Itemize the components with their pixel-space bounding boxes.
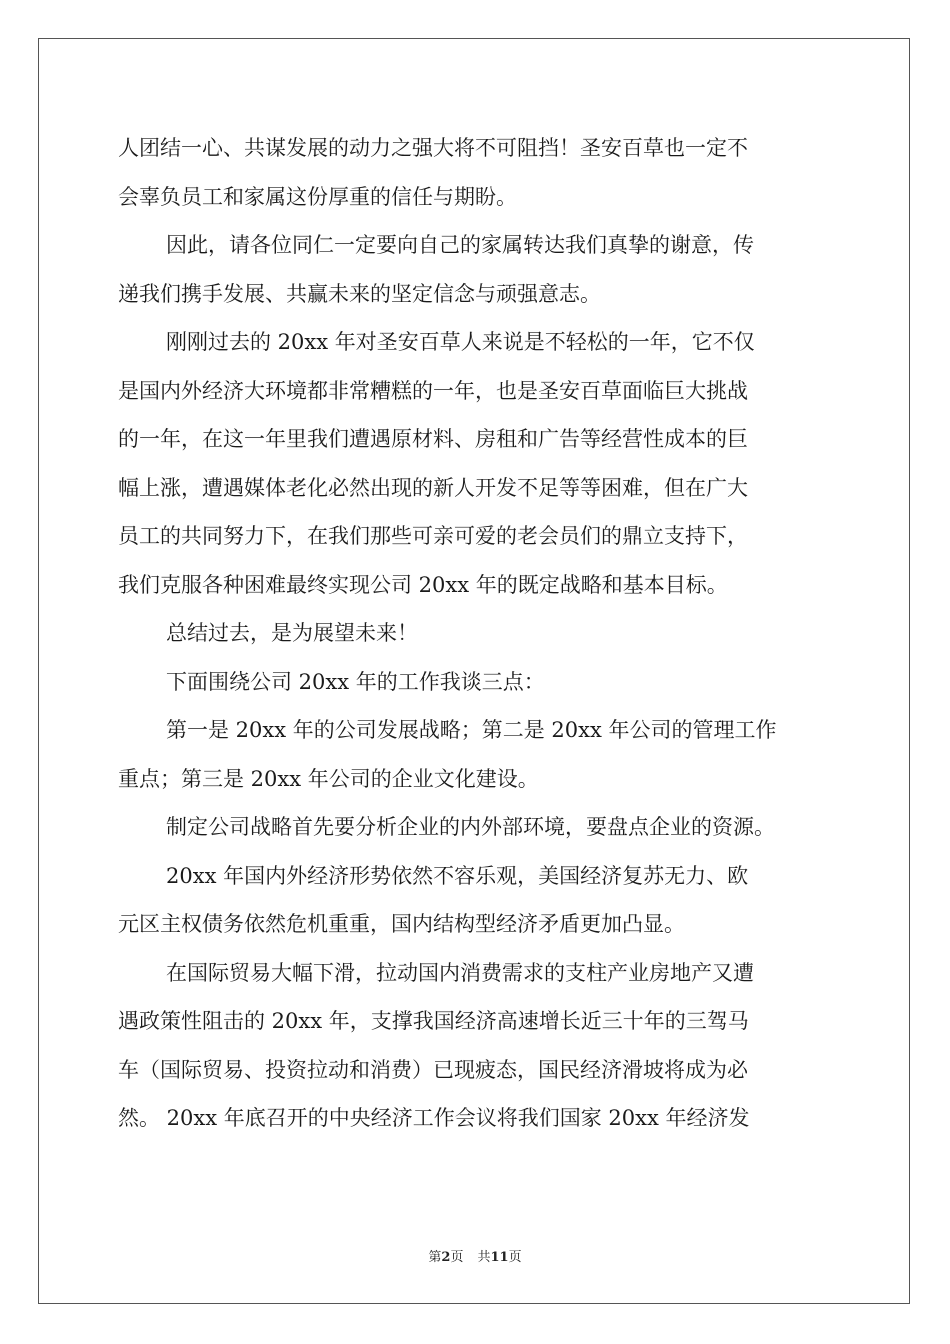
text-line: 是国内外经济大环境都非常糟糕的一年，也是圣安百草面临巨大挑战 — [118, 378, 748, 403]
text-line: 我们克服各种困难最终实现公司 20xx 年的既定战略和基本目标。 — [118, 572, 728, 597]
text-line: 遇政策性阻击的 20xx 年，支撑我国经济高速增长近三十年的三驾马 — [118, 1009, 749, 1033]
text-line: 制定公司战略首先要分析企业的内外部环境，要盘点企业的资源。 — [166, 815, 775, 839]
text-line: 元区主权债务依然危机重重，国内结构型经济矛盾更加凸显。 — [118, 912, 685, 936]
total-suffix: 页 — [508, 1250, 522, 1265]
text-line: 人团结一心、共谋发展的动力之强大将不可阻挡！圣安百草也一定不 — [118, 136, 748, 160]
page-footer — [0, 1246, 950, 1265]
text-line: 20xx 年国内外经济形势依然不容乐观，美国经济复苏无力、欧 — [166, 863, 749, 888]
text-line: 然。 20xx 年底召开的中央经济工作会议将我们国家 20xx 年经济发 — [118, 1106, 750, 1130]
text-line: 总结过去，是为展望未来！ — [166, 621, 418, 645]
text-line: 车（国际贸易、投资拉动和消费）已现疲态，国民经济滑坡将成为必 — [118, 1057, 748, 1082]
text-line: 因此，请各位同仁一定要向自己的家属转达我们真挚的谢意，传 — [166, 233, 754, 257]
text-line: 的一年，在这一年里我们遭遇原材料、房租和广告等经营性成本的巨 — [118, 427, 748, 451]
document-body — [118, 124, 838, 1143]
text-line: 重点；第三是 20xx 年公司的企业文化建设。 — [118, 766, 539, 791]
text-line: 递我们携手发展、共赢未来的坚定信念与顽强意志。 — [118, 281, 601, 306]
total-prefix: 共 — [477, 1250, 491, 1265]
text-line: 在国际贸易大幅下滑，拉动国内消费需求的支柱产业房地产又遭 — [166, 960, 754, 985]
page-prefix: 第 — [428, 1250, 442, 1265]
page-current: 2 — [441, 1250, 451, 1265]
text-line: 下面围绕公司 20xx 年的工作我谈三点： — [166, 669, 545, 694]
text-line: 刚刚过去的 20xx 年对圣安百草人来说是不轻松的一年，它不仅 — [166, 330, 755, 354]
text-line: 幅上涨，遭遇媒体老化必然出现的新人开发不足等等困难，但在广大 — [118, 475, 748, 500]
page-suffix: 页 — [450, 1250, 464, 1265]
page-total: 11 — [490, 1250, 509, 1265]
text-line: 第一是 20xx 年的公司发展战略；第二是 20xx 年公司的管理工作 — [166, 718, 777, 742]
text-line: 员工的共同努力下，在我们那些可亲可爱的老会员们的鼎立支持下， — [118, 524, 748, 548]
text-line: 会辜负员工和家属这份厚重的信任与期盼。 — [118, 184, 517, 209]
